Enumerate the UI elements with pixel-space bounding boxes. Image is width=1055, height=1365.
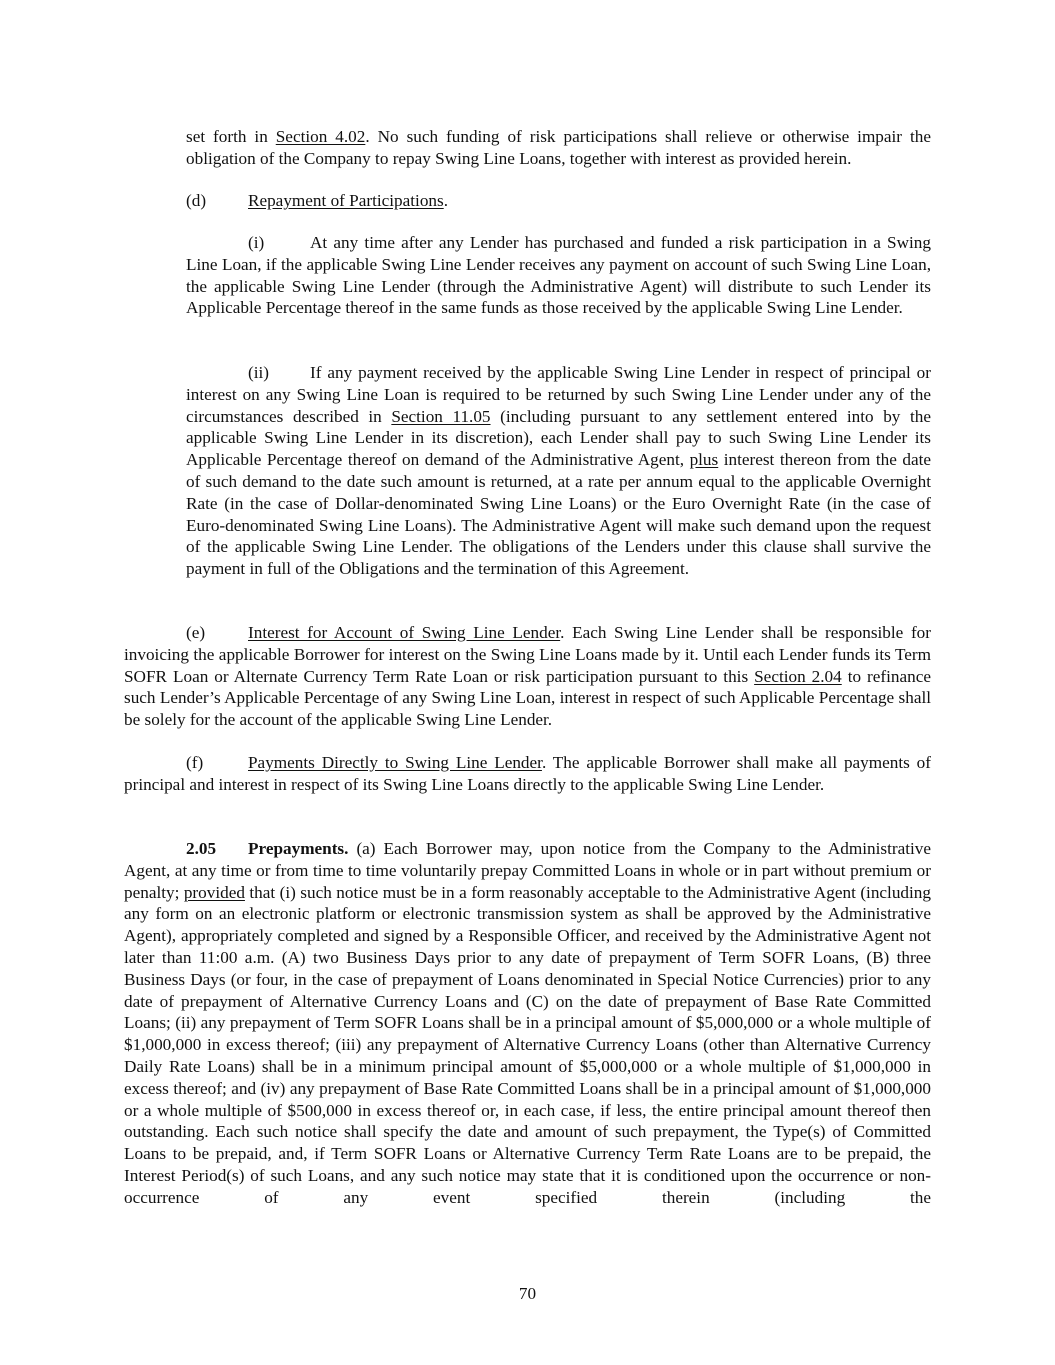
clause-text-d-ii-1: If any payment received by the applicable Swing Line Lender in respect of principal or interest on any Swing Line Loan is required to be returned by such Swing Line Lender under any of the circumstances described in [186,363,931,426]
section-number-2-05: 2.05 [186,839,217,858]
clause-label-d-ii: (ii) [248,363,269,382]
intro-text-2: . No such funding of risk participations shall relieve or otherwise impair the obligation of the Company to repay Swing Line Loans, together with interest as provided herein. [186,127,931,168]
section-title-prepayments: Prepayments. [248,839,349,858]
section-11-05-reference: Section 11.05 [391,406,491,426]
clause-text-e-2: to refinance such Lender’s Applicable Percentage of any Swing Line Loan, interest in respect of such Applicable Percentage shall be solely for the account of the applicable Swing Line Lender. [124,666,931,730]
plus-term: plus [689,450,719,470]
section-2-05-text-2: that (i) such notice must be in a form reasonably acceptable to the Administrative Agent (including any form on an electronic platform or electronic transmission system as shall be approved by the Administrative Agent), appropriately completed and signed by a Responsible Officer, and received by the Administrative Agent not later than 11:00 a.m. (A) two Business Days prior to any date of prepayment of Term SOFR Loans, (B) three Business Days (or four, in the case of prepayment of Loans denominated in Special Notice Currencies) prior to any date of prepayment of Alternative Currency Loans and (C) on the date of prepayment of Base Rate Committed Loans; (ii) any prepayment of Term SOFR Loans shall be in a principal amount of $5,000,000 or a whole multiple of $1,000,000 in excess thereof; (iii) any prepayment of Alternative Currency Loans (other than Alternative Currency Daily Rate Loans) shall be in a minimum principal amount of $5,000,000 or a whole multiple of $1,000,000 in excess thereof; and (iv) any prepayment of Base Rate Committed Loans shall be in a principal amount of $1,000,000 or a whole multiple of $500,000 in excess thereof or, in each case, if less, the entire principal amount thereof then outstanding. Each such notice shall specify the date and amount of such prepayment, the Type(s) of Committed Loans to be prepaid, and, if Term SOFR Loans or Alternative Currency Term Rate Loans are to be prepaid, the Interest Period(s) of such Loans, and any such notice may state that it is conditioned upon the occurrence or non-occurrence of any event specified therein (including the [124,882,931,1207]
clause-heading-f: Payments Directly to Swing Line Lender [248,753,542,772]
paragraph-d-ii [186,362,931,580]
section-2-04-reference: Section 2.04 [754,666,842,686]
clause-text-d-i: At any time after any Lender has purchased and funded a risk participation in a Swing Line Loan, if the applicable Swing Line Lender receives any payment on account of such Swing Line Loan, the applicable Swing Line Lender (through the Administrative Agent) will distribute to such Lender its Applicable Percentage thereof in the same funds as those received by the applicable Swing Line Lender. [186,233,931,318]
clause-text-e-1: . Each Swing Line Lender shall be responsible for invoicing the applicable Borrower for interest on the Swing Line Loans made by it. Until each Lender funds its Term SOFR Loan or Alternate Currency Term Rate Loan or risk participation pursuant to this [124,623,931,686]
clause-label-d: (d) [186,191,207,210]
clause-text-f: . The applicable Borrower shall make all payments of principal and interest in respect of its Swing Line Loans directly to the applicable Swing Line Lender. [124,753,931,794]
clause-text-d-ii-3: interest thereon from the date of such demand to the date such amount is returned, at a rate per annum equal to the applicable Overnight Rate (in the case of Dollar-denominated Swing Line Loans) or the Euro Overnight Rate (in the case of Euro-denominated Swing Line Loans). The Administrative Agent will make such demand upon the request of the applicable Swing Line Lender. The obligations of the Lenders under this clause shall survive the payment in full of the Obligations and the termination of this Agreement. [186,450,931,579]
paragraph-f [124,752,931,796]
clause-heading-d: Repayment of Participations [248,191,444,210]
section-4-02-reference: Section 4.02 [275,127,366,146]
clause-label-e: (e) [186,623,206,642]
paragraph-d-i [186,232,931,319]
provided-term: provided [183,882,245,902]
section-2-05-text-1: (a) Each Borrower may, upon notice from the Company to the Administrative Agent, at any time or from time to time voluntarily prepay Committed Loans in whole or in part without premium or penalty; [124,839,931,902]
clause-label-f: (f) [186,753,204,772]
clause-heading-e: Interest for Account of Swing Line Lender [248,623,561,642]
page-number: 70 [518,1284,537,1303]
paragraph-e [124,622,931,731]
clause-text-d-ii-2: (including pursuant to any settlement entered into by the applicable Swing Line Lender in its discretion), each Lender shall pay to such Swing Line Lender its Applicable Percentage thereof on demand of the Administrative Agent, [186,406,931,470]
intro-text-1: set forth in [186,127,276,146]
paragraph-intro [186,126,931,170]
paragraph-d-heading [186,190,931,212]
section-2-05-paragraph [124,838,931,1209]
clause-heading-d-tail: . [443,191,448,210]
clause-label-d-i: (i) [248,233,265,252]
